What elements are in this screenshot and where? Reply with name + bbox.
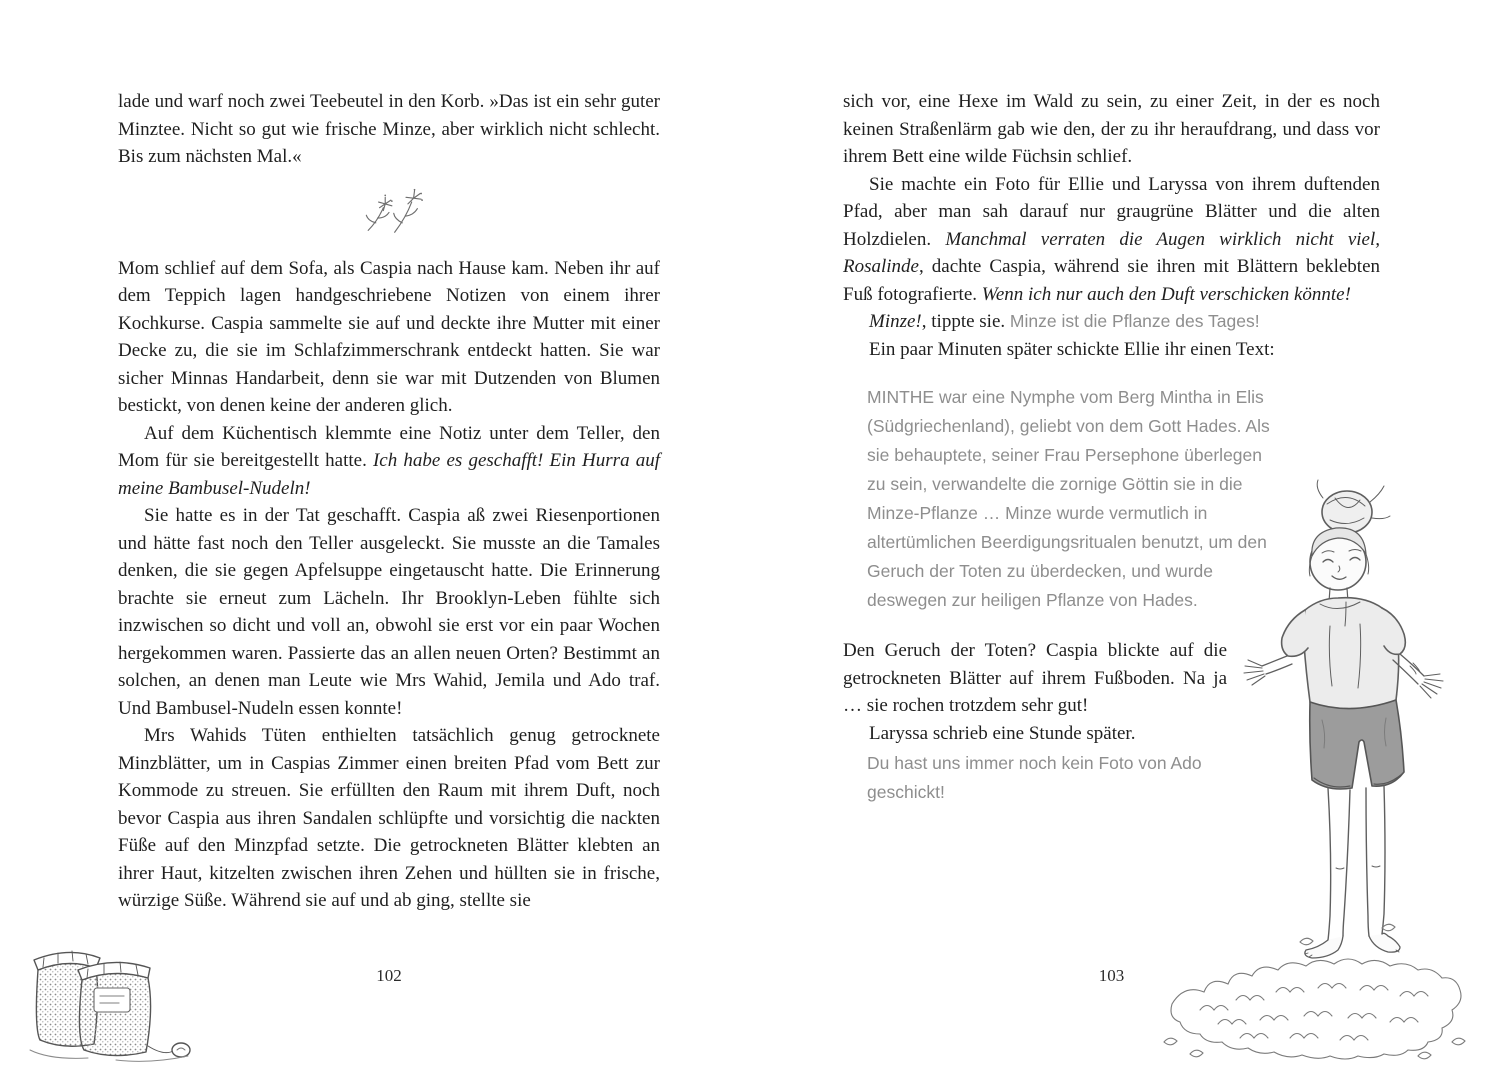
paragraph [843,171,1380,309]
italic-text-run: Manchmal verraten die Augen wirklich nicht viel, Rosalinde [843,228,1380,277]
page-left [118,88,660,915]
paragraph: Ein paar Minuten später schickte Ellie ihr einen Text: [869,338,1275,360]
text-run: , tippte sie. [921,311,1010,332]
paragraph: Sie hatte es in der Tat geschafft. Caspia aß zwei Riesenportionen und hätte fast noch den Teller ausgeleckt. Sie musste an die Tamales denken, die sie gegen Apfelsuppe eingetauscht hatte. Die Erinnerung brachte sie erneut zum Lächeln. Ihr Brooklyn-Leben fühlte sich inzwischen so dicht und voll an, obwohl sie erst vor ein paar Wochen hergekommen waren. Passierte das an allen neuen Orten? Bestimmt an solchen, an denen man Leute wie Mrs Wahid, Jemila und Ado traf. Und Bambusel-Nudeln essen konnte! [118,505,660,719]
text-run: Auf dem Küchentisch klemmte eine Notiz unter dem Teller, den Mom für sie bereitgestellt hatte. [118,422,660,471]
italic-text-run: Wenn ich nur auch den Duft verschicken könnte! [981,283,1351,305]
paragraph: Mrs Wahids Tüten enthielten tatsächlich genug getrocknete Minzblätter, um in Caspias Zimmer einen breiten Pfad vom Bett zur Kommode zu streuen. Sie erfüllten den Raum mit ihrem Duft, noch bevor Caspia aus ihren Sandalen schlüpfte und vorsichtig die nackten Füße auf den Minzpfad setzte. Die getrockneten Blätter klebten an ihrer Haut, kitzelten zwischen ihren Zehen und hüllten sie in frische, würzige Süße. Während sie auf und ab ging, stellte sie [118,725,660,911]
girl-on-mint-leaves-illustration [1160,476,1470,1066]
paragraph: sich vor, eine Hexe im Wald zu sein, zu einer Zeit, in der es noch keinen Straßenlärm gab wie den, der zu ihr heraufdrang, und dass vor ihrem Bett eine wilde Füchsin schlief. [843,91,1380,167]
italic-text-run: Minze! [869,311,922,332]
paragraph [118,420,660,503]
flower-sprig-ornament-icon [118,185,660,237]
paragraph: Den Geruch der Toten? Caspia blickte auf die getrockneten Blätter auf ihrem Fußboden. Na ja … sie rochen trotzdem sehr gut! [843,640,1227,716]
paragraph: Laryssa schrieb eine Stunde später. [869,722,1136,744]
paragraph: Mom schlief auf dem Sofa, als Caspia nach Hause kam. Neben ihr auf dem Teppich lagen handgeschriebene Notizen von einem ihrer Kochkurse. Caspia sammelte sie auf und deckte ihre Mutter mit einer Decke zu, die sie im Schlafzimmerschrank entdeckt hatten. Sie war sicher Minnas Handarbeit, denn sie war mit Dutzenden von Blumen bestickt, von denen keine der anderen glich. [118,257,660,416]
page-number: 103 [1098,966,1125,985]
text-run: Sie machte ein Foto für Ellie und Laryssa von ihrem duftenden Pfad, aber man sah darauf nur graugrüne Blätter und die alten Holzdielen. [843,173,1380,250]
paragraph: lade und warf noch zwei Teebeutel in den Korb. »Das ist ein sehr guter Minztee. Nicht so gut wie frische Minze, aber wirklich nicht schlecht. Bis zum nächsten Mal.« [118,91,660,167]
paragraph [843,308,1380,336]
page-number: 102 [376,966,402,985]
text-message-block: Du hast uns immer noch kein Foto von Ado geschickt! [867,753,1202,802]
mint-bags-illustration [24,928,199,1073]
text-message-inline: Minze ist die Pflanze des Tages! [1009,311,1260,331]
italic-text-run: Ich habe es geschafft! Ein Hurra auf meine Bambusel-Nudeln! [118,450,660,499]
text-run: , dachte Caspia, während sie ihren mit Blättern beklebten Fuß fotografierte. [843,256,1380,305]
text-message-block: MINTHE war eine Nymphe vom Berg Mintha in Elis (Südgriechenland), geliebt von dem Gott Hades. Als sie behauptete, seiner Frau Persephone überlegen zu sein, verwandelte die zornige Göttin sie in die Minze-Pflanze … Minze wurde vermutlich in altertümlichen Beerdigungsritualen benutzt, um den Geruch der Toten zu überdecken, und wurde deswegen zur heiligen Pflanze von Hades. [867,387,1270,610]
